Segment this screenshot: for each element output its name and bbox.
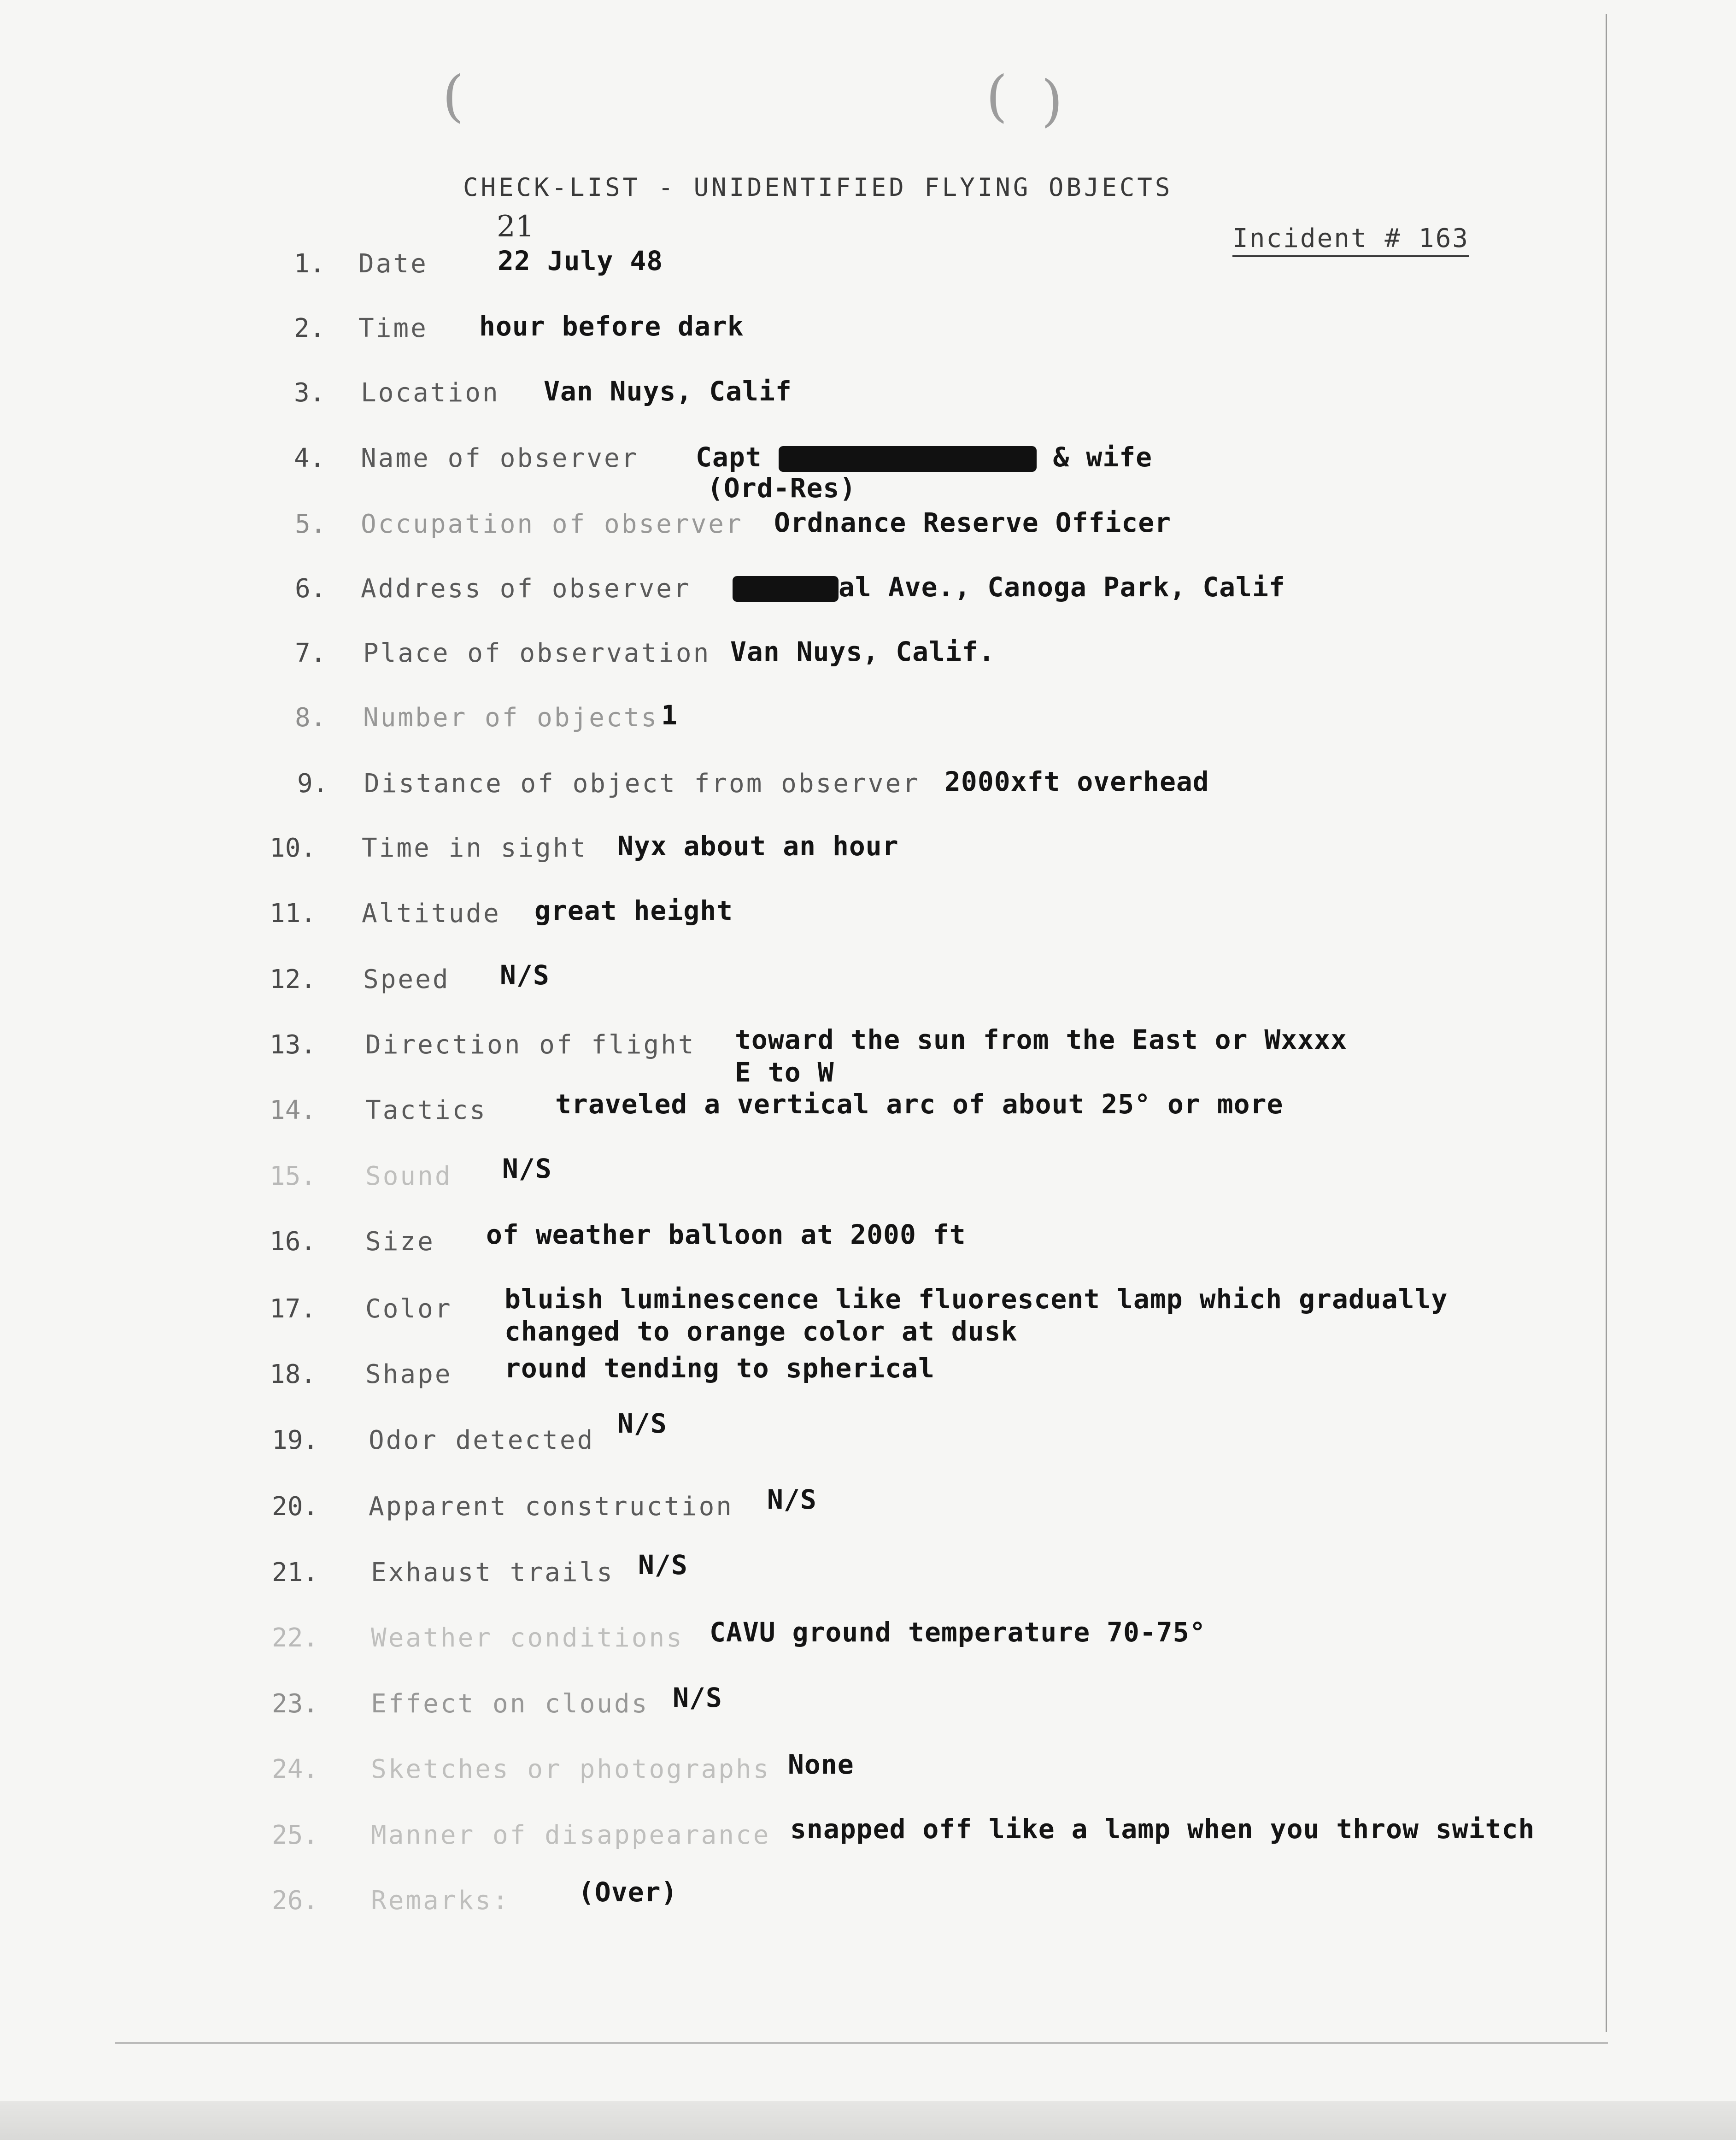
item-number: 16. [270, 1227, 317, 1257]
item-label-altitude: Altitude [362, 899, 501, 929]
item-label-time-in-sight: Time in sight [362, 833, 588, 863]
item-number: 5. [295, 509, 326, 539]
item-label-number-objects: Number of objects [363, 703, 659, 733]
item-value-direction: toward the sun from the East or Wxxxx [735, 1024, 1348, 1055]
punch-hole-mark: ( [442, 65, 464, 129]
item-number: 19. [272, 1425, 319, 1455]
item-label-weather: Weather conditions [371, 1623, 684, 1653]
item-value-location: Van Nuys, Calif [544, 376, 792, 407]
item-value-exhaust: N/S [638, 1549, 688, 1581]
item-number: 12. [270, 964, 317, 994]
item-label-effect-clouds: Effect on clouds [371, 1689, 649, 1719]
item-label-speed: Speed [363, 964, 450, 994]
item-label-distance: Distance of object from observer [364, 769, 920, 799]
item-label-date: Date [358, 249, 428, 279]
item-label-location: Location [361, 378, 500, 408]
item-value-occupation: Ordnance Reserve Officer [774, 507, 1172, 538]
item-number: 7. [295, 638, 326, 668]
item-value-effect-clouds: N/S [673, 1682, 722, 1713]
item-number: 8. [295, 703, 326, 733]
item-value-remarks: (Over) [578, 1876, 678, 1908]
date-correction: 21 [497, 210, 534, 244]
item-number: 4. [294, 443, 325, 473]
item-label-size: Size [365, 1227, 435, 1257]
item-value-number-objects: 1 [661, 700, 678, 731]
item-number: 2. [294, 313, 325, 343]
paper-edge [1606, 14, 1607, 2032]
item-number: 20. [272, 1492, 319, 1522]
item-label-odor: Odor detected [369, 1425, 595, 1455]
item-value-date: 22 July 48 [498, 245, 663, 276]
item-value-observer-name [696, 441, 1152, 473]
item-label-exhaust: Exhaust trails [371, 1558, 615, 1587]
item-number: 13. [270, 1030, 317, 1060]
item-value-weather: CAVU ground temperature 70-75° [710, 1617, 1206, 1648]
item-value-shape: round tending to spherical [504, 1352, 935, 1384]
observer-rank: Capt [696, 441, 762, 473]
item-number: 17. [270, 1294, 317, 1324]
item-number: 3. [294, 378, 325, 408]
document-title: CHECK-LIST - UNIDENTIFIED FLYING OBJECTS [463, 173, 1173, 202]
address-text: al Ave., Canoga Park, Calif [839, 571, 1285, 603]
item-number: 11. [270, 899, 317, 929]
item-label-time: Time [358, 313, 428, 343]
item-label-direction: Direction of flight [365, 1030, 696, 1060]
item-number: 25. [272, 1820, 319, 1850]
item-value-time-in-sight: Nyx about an hour [617, 830, 899, 862]
scan-margin [0, 2101, 1736, 2140]
item-label-sketches: Sketches or photographs [371, 1754, 771, 1784]
item-value-altitude: great height [534, 895, 733, 926]
item-label-disappearance: Manner of disappearance [371, 1820, 771, 1850]
item-number: 10. [270, 833, 317, 863]
item-number: 23. [272, 1689, 319, 1719]
item-value-size: of weather balloon at 2000 ft [486, 1219, 966, 1250]
item-number: 24. [272, 1754, 319, 1784]
item-value-odor: N/S [617, 1408, 667, 1439]
item-value-time: hour before dark [479, 311, 744, 342]
item-label-observer-name: Name of observer [361, 443, 639, 473]
item-number: 6. [295, 574, 326, 604]
item-number: 14. [270, 1095, 317, 1125]
item-label-shape: Shape [365, 1359, 452, 1389]
item-value-tactics: traveled a vertical arc of about 25° or more [555, 1088, 1284, 1120]
observer-companion: & wife [1053, 441, 1153, 473]
redaction-block [733, 576, 839, 602]
item-number: 9. [297, 769, 328, 799]
item-value-address [733, 571, 1285, 603]
item-value-color: bluish luminescence like fluorescent lamp which gradually [504, 1283, 1448, 1315]
incident-number: Incident # 163 [1232, 223, 1469, 257]
item-value-sound: N/S [502, 1153, 552, 1184]
item-value-construction: N/S [767, 1484, 817, 1515]
redaction-block [779, 446, 1037, 472]
punch-hole-mark: ) [1041, 69, 1063, 133]
item-label-sound: Sound [365, 1161, 452, 1191]
item-label-tactics: Tactics [365, 1095, 487, 1125]
item-number: 26. [272, 1886, 319, 1916]
item-value-distance: 2000xft overhead [944, 766, 1209, 797]
item-number: 22. [272, 1623, 319, 1653]
item-label-place: Place of observation [363, 638, 711, 668]
item-value-sketches: None [788, 1749, 854, 1780]
punch-hole-mark: ( [986, 65, 1008, 129]
item-value-observer-branch: (Ord-Res) [707, 472, 856, 504]
item-label-color: Color [365, 1294, 452, 1324]
item-label-occupation: Occupation of observer [361, 509, 743, 539]
item-value-disappearance: snapped off like a lamp when you throw switch [790, 1813, 1535, 1845]
item-label-construction: Apparent construction [369, 1492, 734, 1522]
item-number: 15. [270, 1161, 317, 1191]
item-label-address: Address of observer [361, 574, 691, 604]
item-value-color-line2: changed to orange color at dusk [504, 1316, 1018, 1347]
item-value-place: Van Nuys, Calif. [730, 636, 995, 667]
item-value-direction-line2: E to W [735, 1057, 834, 1088]
item-number: 18. [270, 1359, 317, 1389]
item-number: 21. [272, 1558, 319, 1587]
item-number: 1. [294, 249, 325, 279]
paper-edge [115, 2042, 1608, 2044]
item-label-remarks: Remarks: [371, 1886, 510, 1916]
item-value-speed: N/S [500, 959, 550, 991]
